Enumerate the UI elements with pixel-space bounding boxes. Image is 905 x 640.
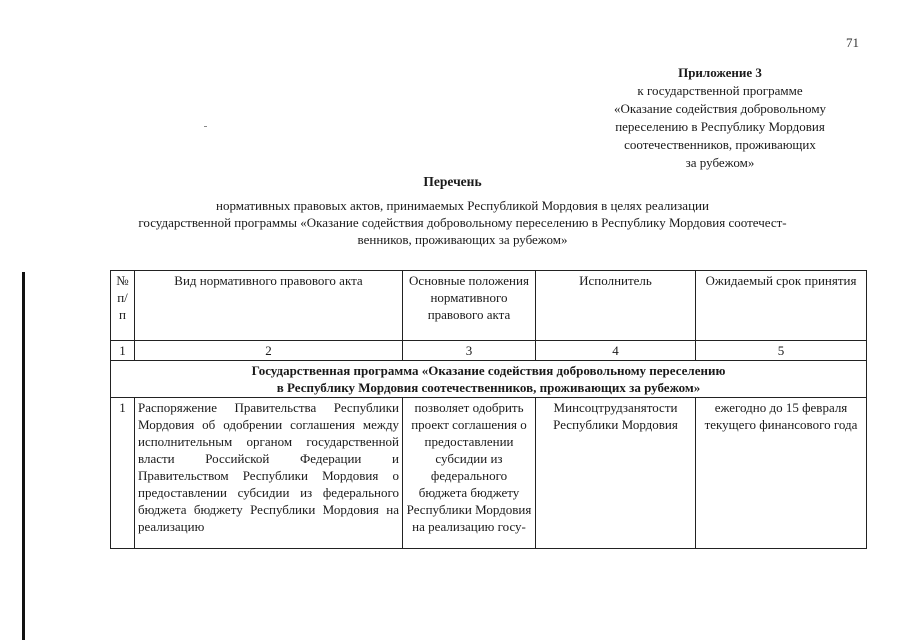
- subtitle-line: государственной программы «Оказание содействия добровольному переселению в Республику Мордовия соотечест-: [138, 215, 787, 230]
- section-header-row: [111, 361, 867, 398]
- table-row: [111, 398, 867, 549]
- section-title: [111, 361, 867, 398]
- column-number: 3: [403, 341, 536, 361]
- section-title-line: Государственная программа «Оказание содействия добровольному переселению: [251, 363, 726, 378]
- page-edge-line: [22, 272, 25, 640]
- appendix-line: за рубежом»: [685, 155, 755, 170]
- row-number: 1: [111, 398, 135, 549]
- header-deadline: Ожидаемый срок принятия: [696, 271, 867, 341]
- column-number: 2: [135, 341, 403, 361]
- appendix-line: к государственной программе: [637, 83, 803, 98]
- page-number: 71: [846, 35, 859, 50]
- appendix-line: соотечественников, проживающих: [624, 137, 816, 152]
- appendix-block: [575, 64, 865, 172]
- document-title: Перечень: [423, 174, 482, 189]
- header-number: № п/ п: [111, 271, 135, 341]
- header-executor: Исполнитель: [536, 271, 696, 341]
- header-provisions: Основные положения нормативного правового акта: [403, 271, 536, 341]
- column-number: 5: [696, 341, 867, 361]
- column-number: 1: [111, 341, 135, 361]
- table-header-row: [111, 271, 867, 341]
- row-deadline: ежегодно до 15 февраля текущего финансового года: [696, 398, 867, 549]
- document-subtitle: [100, 197, 825, 248]
- appendix-line: «Оказание содействия добровольному: [613, 101, 827, 116]
- column-number: 4: [536, 341, 696, 361]
- column-number-row: [111, 341, 867, 361]
- section-title-line: в Республику Мордовия соотечественников, проживающих за рубежом»: [276, 380, 701, 395]
- subtitle-line: венников, проживающих за рубежом»: [357, 232, 568, 247]
- row-executor: Минсоцтрудзанятости Республики Мордовия: [536, 398, 696, 549]
- appendix-title: Приложение 3: [678, 65, 762, 80]
- acts-table: [110, 270, 867, 549]
- subtitle-line: нормативных правовых актов, принимаемых Республикой Мордовия в целях реализации: [216, 198, 709, 213]
- appendix-line: переселению в Республику Мордовия: [615, 119, 825, 134]
- header-act-type: Вид нормативного правового акта: [135, 271, 403, 341]
- row-provisions: позволяет одобрить проект соглашения о предоставлении субсидии из федерального бюджета бюджету Республики Мордовия на реализацию госу-: [403, 398, 536, 549]
- scan-speck: [204, 126, 207, 127]
- row-act-type: Распоряжение Правительства Республики Мордовия об одобрении соглашения между исполнительным органом государственной власти Российской Федерации и Правительством Республики Мордовия о предоставлении субсидии из федерального бюджета бюджету Республики Мордовия на реализацию: [135, 398, 403, 549]
